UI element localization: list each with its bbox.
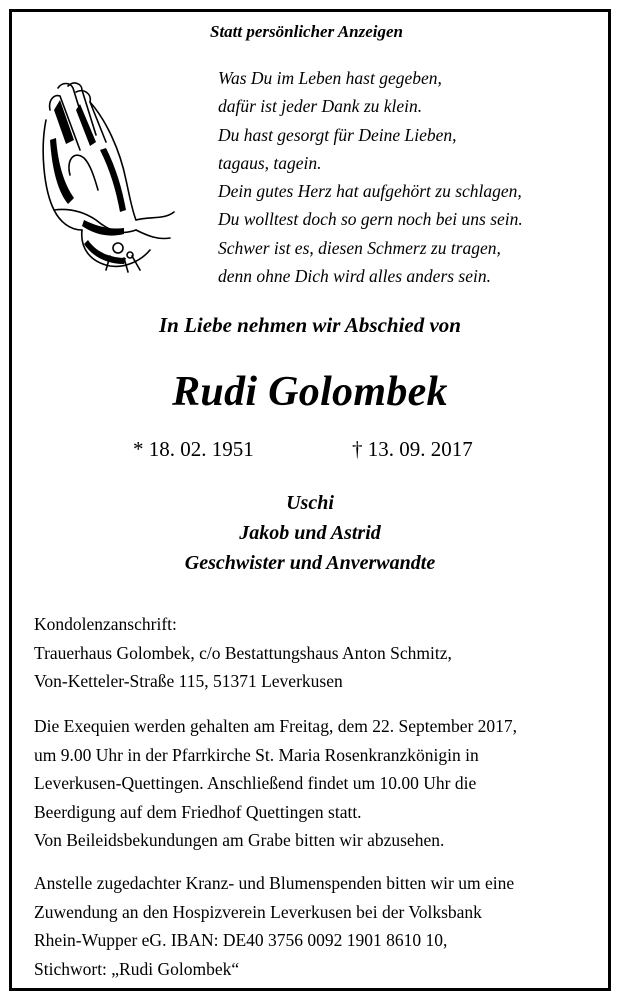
text-line: Von-Ketteler-Straße 115, 51371 Leverkusen [34,671,343,691]
deceased-name: Rudi Golombek [172,369,448,415]
poem-line: denn ohne Dich wird alles anders sein. [218,266,492,287]
death-date: † 13. 09. 2017 [352,437,473,461]
text-line: Kondolenzanschrift: [34,614,177,634]
header-text: Statt persönlicher Anzeigen [210,22,404,41]
poem-line: Was Du im Leben hast gegeben, [218,68,442,88]
praying-hands-icon [40,80,180,275]
poem-line: tagaus, tagein. [218,152,322,173]
condolence-address [34,610,452,696]
poem-line: Du wolltest doch so gern noch bei uns sein. [218,209,523,230]
poem-line: dafür ist jeder Dank zu klein. [218,96,423,117]
text-line: Die Exequien werden gehalten am Freitag, dem 22. September 2017, [34,716,518,736]
text-line: Stichwort: „Rudi Golombek“ [34,958,240,979]
poem-line: Dein gutes Herz hat aufgehört zu schlagen, [218,181,522,202]
mourner-line: Jakob und Astrid [239,522,381,544]
text-line: Von Beileidsbekundungen am Grabe bitten wir abzusehen. [34,830,445,850]
text-line: Rhein-Wupper eG. IBAN: DE40 3756 0092 1901 8610 10, [34,930,448,950]
birth-date: * 18. 02. 1951 [133,437,254,461]
mourner-line: Geschwister und Anverwandte [184,552,436,574]
funeral-service-info [34,712,517,855]
poem [218,64,523,290]
poem-line: Du hast gesorgt für Deine Lieben, [218,124,457,145]
mourner-line: Uschi [286,492,334,514]
mourners [0,488,620,578]
text-line: Trauerhaus Golombek, c/o Bestattungshaus Anton Schmitz, [34,642,452,663]
text-line: Anstelle zugedachter Kranz- und Blumenspenden bitten wir um eine [34,873,515,893]
text-line: Beerdigung auf dem Friedhof Quettingen statt. [34,801,362,822]
farewell-intro: In Liebe nehmen wir Abschied von [159,313,461,337]
poem-line: Schwer ist es, diesen Schmerz zu tragen, [218,237,501,258]
text-line: um 9.00 Uhr in der Pfarrkirche St. Maria Rosenkranzkönigin in [34,744,479,765]
text-line: Leverkusen-Quettingen. Anschließend findet um 10.00 Uhr die [34,773,477,793]
text-line: Zuwendung an den Hospizverein Leverkusen bei der Volksbank [34,901,482,922]
donation-info [34,869,514,983]
